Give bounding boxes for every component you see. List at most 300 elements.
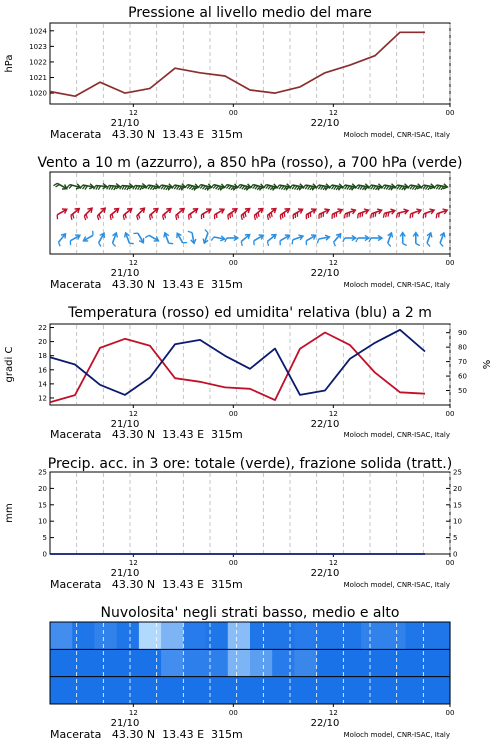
wind-barb-feather bbox=[347, 213, 348, 217]
wind-barb-feather bbox=[230, 214, 231, 218]
wind-barb bbox=[397, 209, 409, 218]
y-tick-label: 20 bbox=[38, 338, 47, 347]
y-tick-label: 16 bbox=[38, 366, 47, 375]
wind-barb bbox=[237, 184, 251, 191]
wind-barb bbox=[371, 209, 382, 218]
cloud-cell bbox=[317, 677, 340, 704]
credit-label: Moloch model, CNR-ISAC, Italy bbox=[343, 131, 450, 139]
wind-barb bbox=[146, 184, 160, 190]
date-label: 22/10 bbox=[310, 568, 340, 579]
wind-barb-feather bbox=[267, 242, 268, 246]
cloud-cell bbox=[428, 677, 451, 704]
date-label: 21/10 bbox=[110, 118, 140, 129]
cloud-cell bbox=[294, 677, 317, 704]
wind-barb bbox=[188, 231, 196, 243]
cloud-cell bbox=[272, 649, 295, 676]
wind-barb-feather bbox=[436, 214, 437, 218]
x-tick-label: 12 bbox=[128, 259, 138, 267]
cloud-cell bbox=[428, 649, 451, 676]
wind-barb bbox=[343, 235, 356, 242]
cloud-cell bbox=[406, 649, 429, 676]
wind-barb bbox=[71, 209, 79, 220]
cloud-title: Nuvolosita' negli strati basso, medio e alto bbox=[100, 605, 400, 621]
wind-barb bbox=[358, 209, 369, 218]
wind-title: Vento a 10 m (azzurro), a 850 hPa (rosso), a 700 hPa (verde) bbox=[37, 155, 463, 171]
y-axis-label: hPa bbox=[4, 54, 15, 73]
wind-barb-feather bbox=[241, 242, 242, 246]
wind-barb-feather bbox=[241, 216, 242, 220]
wind-barb bbox=[59, 234, 66, 247]
wind-barb-feather bbox=[282, 214, 283, 218]
wind-barb-feather bbox=[439, 213, 440, 217]
cloud-cell bbox=[361, 622, 384, 649]
wind-barb-feather bbox=[245, 212, 246, 216]
wind-barb-feather bbox=[358, 214, 359, 218]
wind-barb-feather bbox=[284, 212, 285, 216]
wind-barb-feather bbox=[349, 212, 350, 217]
wind-barb bbox=[57, 209, 67, 219]
wind-barb-feather bbox=[375, 212, 376, 217]
wind-barb bbox=[159, 184, 173, 191]
wind-barb bbox=[225, 235, 238, 242]
wind-barb bbox=[125, 233, 134, 244]
wind-barb-feather bbox=[403, 244, 407, 246]
wind-barb-feather bbox=[169, 243, 174, 244]
cloud-cell bbox=[117, 677, 140, 704]
cloud-cell bbox=[117, 649, 140, 676]
wind-barb-feather bbox=[112, 214, 113, 218]
date-label: 22/10 bbox=[310, 118, 340, 129]
y-tick-label-right: 0 bbox=[453, 550, 458, 559]
cloud-cell bbox=[339, 622, 362, 649]
cloud-cell bbox=[361, 649, 384, 676]
wind-barb-feather bbox=[292, 240, 293, 244]
x-tick-label: 00 bbox=[445, 709, 455, 717]
wind-barb bbox=[123, 209, 131, 220]
cloud-cell bbox=[383, 677, 406, 704]
wind-barb-feather bbox=[269, 214, 270, 218]
wind-barb bbox=[228, 209, 237, 220]
series-line bbox=[50, 330, 425, 395]
pressure-panel bbox=[0, 0, 500, 140]
location-name: Macerata bbox=[50, 428, 102, 441]
wind-barb-feather bbox=[362, 212, 363, 217]
location-info bbox=[50, 728, 243, 741]
wind-barb bbox=[241, 235, 250, 246]
y-tick-label-right: 90 bbox=[458, 329, 467, 338]
wind-barb bbox=[94, 184, 107, 190]
wind-barb bbox=[280, 235, 290, 245]
cloud-cell bbox=[294, 649, 317, 676]
wind-barb bbox=[280, 209, 289, 220]
wind-barb bbox=[120, 184, 133, 191]
wind-barb-feather bbox=[412, 213, 413, 217]
wind-barb bbox=[421, 184, 435, 190]
wind-barb bbox=[267, 235, 276, 246]
location-info bbox=[50, 428, 243, 441]
wind-barb bbox=[355, 184, 369, 191]
wind-barb bbox=[306, 209, 316, 219]
y-axis-label: mm bbox=[4, 503, 15, 523]
y-tick-label: 1022 bbox=[29, 58, 47, 67]
x-tick-label: 00 bbox=[445, 410, 455, 418]
x-tick-label: 00 bbox=[445, 259, 455, 267]
cloud-cell bbox=[206, 622, 229, 649]
y-tick-label-right: 5 bbox=[453, 534, 458, 543]
location-name: Macerata bbox=[50, 128, 102, 141]
wind-barb bbox=[176, 209, 184, 220]
wind-barb bbox=[83, 231, 93, 241]
x-tick-label: 00 bbox=[228, 259, 238, 267]
cloud-cell bbox=[94, 622, 117, 649]
y-tick-label: 10 bbox=[38, 517, 47, 526]
wind-barb bbox=[133, 233, 143, 243]
wind-barb-feather bbox=[151, 214, 152, 218]
location-lat: 43.30 N bbox=[111, 278, 156, 291]
wind-barb-feather bbox=[371, 214, 372, 218]
location-lon: 13.43 E bbox=[162, 428, 205, 441]
wind-barb-feather bbox=[334, 242, 336, 246]
y-tick-label-right: 25 bbox=[453, 468, 462, 477]
temperature-title: Temperatura (rosso) ed umidita' relativa (blu) a 2 m bbox=[68, 305, 432, 321]
wind-barb bbox=[97, 208, 105, 220]
plot-frame bbox=[50, 23, 450, 104]
cloud-cell bbox=[272, 677, 295, 704]
wind-barb bbox=[113, 233, 118, 247]
wind-barb-feather bbox=[73, 214, 74, 218]
x-tick-label: 12 bbox=[128, 559, 138, 567]
cloud-cell bbox=[50, 622, 73, 649]
wind-barb-feather bbox=[397, 213, 398, 217]
wind-barb-feather bbox=[97, 216, 98, 220]
wind-barb-feather bbox=[191, 214, 192, 218]
credit-label: Moloch model, CNR-ISAC, Italy bbox=[343, 581, 450, 589]
wind-barb bbox=[198, 184, 212, 191]
cloud-cell bbox=[406, 622, 429, 649]
wind-barb bbox=[189, 209, 198, 220]
y-tick-label-right: 10 bbox=[453, 517, 462, 526]
x-tick-label: 12 bbox=[328, 709, 338, 717]
x-tick-label: 12 bbox=[128, 109, 138, 117]
credit-label: Moloch model, CNR-ISAC, Italy bbox=[343, 731, 450, 739]
wind-barb-feather bbox=[176, 216, 177, 220]
date-label: 22/10 bbox=[310, 419, 340, 430]
wind-barb-feather bbox=[232, 212, 233, 216]
wind-barb bbox=[201, 209, 211, 219]
x-tick-label: 12 bbox=[328, 259, 338, 267]
cloud-cell bbox=[183, 622, 206, 649]
wind-barb-feather bbox=[410, 214, 411, 218]
plot-frame bbox=[50, 172, 450, 254]
date-label: 22/10 bbox=[310, 268, 340, 279]
wind-barb bbox=[317, 235, 329, 243]
wind-barb bbox=[368, 184, 382, 191]
wind-barb bbox=[177, 233, 187, 243]
wind-barb-feather bbox=[360, 213, 361, 217]
wind-barb bbox=[369, 235, 382, 242]
wind-barb-feather bbox=[256, 214, 257, 218]
cloud-cell bbox=[406, 677, 429, 704]
wind-barb-feather bbox=[129, 243, 133, 244]
wind-barb bbox=[434, 184, 448, 190]
wind-barb-feather bbox=[258, 212, 259, 216]
wind-barb-feather bbox=[150, 216, 151, 220]
y-axis-label: gradi C bbox=[4, 346, 15, 383]
wind-barb-feather bbox=[228, 215, 229, 219]
wind-barb-feather bbox=[145, 235, 149, 237]
wind-barb-feather bbox=[345, 214, 346, 218]
cloud-cell bbox=[272, 622, 295, 649]
wind-barb-feather bbox=[317, 239, 318, 243]
location-elev: 315m bbox=[211, 578, 243, 591]
x-tick-label: 00 bbox=[445, 559, 455, 567]
wind-barb-feather bbox=[423, 214, 424, 218]
wind-barb bbox=[80, 184, 94, 190]
wind-barb bbox=[332, 209, 342, 219]
date-label: 21/10 bbox=[110, 568, 140, 579]
cloud-cell bbox=[72, 649, 95, 676]
cloud-cell bbox=[228, 649, 251, 676]
credit-label: Moloch model, CNR-ISAC, Italy bbox=[343, 281, 450, 289]
x-tick-label: 00 bbox=[228, 559, 238, 567]
cloud-cell bbox=[383, 622, 406, 649]
wind-barb bbox=[211, 236, 225, 241]
wind-barb bbox=[319, 209, 329, 219]
wind-barb-feather bbox=[388, 243, 391, 246]
cloud-cell bbox=[161, 649, 184, 676]
cloud-cell bbox=[317, 649, 340, 676]
wind-barb bbox=[413, 233, 420, 246]
x-tick-label: 12 bbox=[328, 559, 338, 567]
wind-panel bbox=[0, 150, 500, 300]
cloud-cell bbox=[50, 677, 73, 704]
cloud-cell bbox=[139, 622, 162, 649]
wind-barb bbox=[334, 234, 341, 247]
wind-barb bbox=[292, 235, 303, 244]
wind-barb bbox=[356, 235, 369, 242]
wind-barb bbox=[382, 184, 396, 191]
cloud-cell bbox=[361, 677, 384, 704]
wind-barb bbox=[137, 208, 145, 220]
wind-barb bbox=[267, 209, 276, 220]
y-tick-label: 18 bbox=[38, 352, 47, 361]
wind-barb-feather bbox=[373, 213, 374, 217]
wind-barb bbox=[383, 209, 395, 218]
cloud-cell bbox=[117, 622, 140, 649]
x-tick-label: 12 bbox=[328, 109, 338, 117]
wind-barb bbox=[54, 183, 67, 189]
y-tick-label: 1023 bbox=[29, 42, 47, 51]
wind-barb bbox=[342, 184, 356, 191]
wind-barb bbox=[211, 184, 225, 191]
wind-barb bbox=[427, 233, 432, 247]
wind-barb-feather bbox=[189, 215, 190, 219]
wind-barb-feather bbox=[113, 243, 116, 246]
wind-barb-feather bbox=[99, 214, 100, 218]
wind-barb-feather bbox=[123, 216, 124, 220]
date-label: 21/10 bbox=[110, 268, 140, 279]
wind-barb-feather bbox=[178, 214, 179, 218]
y-tick-label: 22 bbox=[38, 324, 47, 333]
wind-barb-feather bbox=[84, 216, 85, 220]
wind-barb-feather bbox=[427, 243, 430, 246]
location-elev: 315m bbox=[211, 278, 243, 291]
wind-barb bbox=[345, 209, 356, 218]
wind-barb-feather bbox=[386, 213, 387, 217]
wind-barb bbox=[410, 209, 421, 218]
x-tick-label: 12 bbox=[128, 410, 138, 418]
temperature-chart bbox=[0, 305, 500, 445]
cloud-cell bbox=[317, 622, 340, 649]
wind-barb-feather bbox=[280, 215, 281, 219]
wind-barb-feather bbox=[254, 216, 255, 220]
location-lat: 43.30 N bbox=[111, 428, 156, 441]
wind-barb bbox=[316, 184, 330, 191]
wind-barb-feather bbox=[188, 231, 192, 232]
cloud-cell bbox=[161, 677, 184, 704]
date-label: 21/10 bbox=[110, 718, 140, 729]
location-lon: 13.43 E bbox=[162, 128, 205, 141]
wind-barb bbox=[293, 209, 303, 219]
wind-barb-feather bbox=[54, 183, 58, 185]
y-tick-label-right: 15 bbox=[453, 501, 462, 510]
wind-barb bbox=[185, 184, 199, 191]
precip-title: Precip. acc. in 3 ore: totale (verde), frazione solida (tratt.) bbox=[47, 456, 453, 472]
wind-barb bbox=[203, 230, 208, 244]
credit-label: Moloch model, CNR-ISAC, Italy bbox=[343, 431, 450, 439]
x-tick-label: 00 bbox=[228, 709, 238, 717]
y-axis-label-right: % bbox=[482, 359, 493, 370]
cloud-cell bbox=[250, 677, 273, 704]
wind-barb bbox=[215, 209, 225, 219]
wind-barb-feather bbox=[205, 230, 208, 233]
wind-barb-feather bbox=[356, 238, 358, 242]
wind-barb bbox=[163, 209, 171, 220]
location-lat: 43.30 N bbox=[111, 128, 156, 141]
y-tick-label: 15 bbox=[38, 501, 47, 510]
wind-barb-feather bbox=[388, 212, 389, 216]
wind-barb bbox=[250, 184, 264, 191]
wind-barb bbox=[254, 235, 263, 245]
y-tick-label: 12 bbox=[38, 394, 47, 403]
cloud-cell bbox=[139, 649, 162, 676]
wind-barb-feather bbox=[59, 242, 61, 246]
cloud-cell bbox=[339, 649, 362, 676]
location-lat: 43.30 N bbox=[111, 578, 156, 591]
cloud-cell bbox=[139, 677, 162, 704]
wind-barb bbox=[133, 184, 146, 191]
wind-barb-feather bbox=[71, 216, 72, 220]
cloud-cell bbox=[183, 649, 206, 676]
wind-barb-feather bbox=[110, 216, 111, 220]
location-info bbox=[50, 578, 243, 591]
wind-barb bbox=[290, 184, 304, 191]
wind-barb bbox=[67, 184, 81, 189]
wind-barb bbox=[84, 208, 92, 220]
location-info bbox=[50, 128, 243, 141]
precip-panel bbox=[0, 450, 500, 595]
y-tick-label: 5 bbox=[42, 534, 47, 543]
y-tick-label-right: 50 bbox=[458, 387, 467, 396]
location-elev: 315m bbox=[211, 128, 243, 141]
cloud-cell bbox=[94, 649, 117, 676]
cloud-cell bbox=[161, 622, 184, 649]
wind-barb bbox=[436, 209, 447, 218]
location-lon: 13.43 E bbox=[162, 728, 205, 741]
wind-barb bbox=[241, 209, 250, 220]
wind-barb-feather bbox=[165, 214, 166, 218]
series-line bbox=[50, 333, 425, 403]
wind-barb bbox=[107, 184, 120, 191]
temperature-panel bbox=[0, 305, 500, 445]
wind-barb-feather bbox=[383, 213, 384, 217]
y-tick-label: 20 bbox=[38, 484, 47, 493]
wind-barb-feather bbox=[426, 213, 427, 217]
location-info bbox=[50, 278, 243, 291]
wind-barb-feather bbox=[440, 243, 443, 246]
wind-barb bbox=[408, 184, 422, 190]
x-tick-label: 12 bbox=[128, 709, 138, 717]
cloud-cell bbox=[250, 649, 273, 676]
wind-barb-feather bbox=[211, 237, 214, 241]
wind-barb-feather bbox=[399, 213, 400, 217]
location-elev: 315m bbox=[211, 728, 243, 741]
y-tick-label-right: 60 bbox=[458, 372, 467, 381]
wind-barb-feather bbox=[138, 214, 139, 218]
wind-barb bbox=[440, 233, 445, 247]
plot-frame bbox=[50, 324, 450, 405]
y-tick-label: 1021 bbox=[29, 74, 47, 83]
y-tick-label: 1024 bbox=[29, 27, 47, 36]
x-tick-label: 12 bbox=[328, 410, 338, 418]
y-tick-label: 25 bbox=[38, 468, 47, 477]
cloud-cell bbox=[94, 677, 117, 704]
pressure-title: Pressione al livello medio del mare bbox=[128, 5, 372, 21]
wind-barb-feather bbox=[271, 212, 272, 216]
cloud-cell bbox=[72, 677, 95, 704]
wind-barb bbox=[254, 209, 262, 220]
wind-barb bbox=[110, 209, 118, 220]
precip-chart bbox=[0, 450, 500, 595]
series-line bbox=[50, 32, 425, 96]
wind-barb bbox=[400, 233, 407, 246]
y-tick-label: 14 bbox=[38, 380, 47, 389]
wind-barb-feather bbox=[56, 185, 60, 187]
wind-barb bbox=[303, 184, 317, 191]
y-tick-label: 0 bbox=[42, 550, 47, 559]
wind-barb-feather bbox=[416, 244, 420, 246]
location-lat: 43.30 N bbox=[111, 728, 156, 741]
wind-barb bbox=[70, 235, 80, 245]
y-tick-label: 1020 bbox=[29, 89, 47, 98]
wind-barb-feather bbox=[86, 214, 87, 218]
wind-barb-feather bbox=[99, 243, 101, 247]
cloud-cell bbox=[50, 649, 73, 676]
location-name: Macerata bbox=[50, 578, 102, 591]
cloud-cell bbox=[183, 677, 206, 704]
wind-barb-feather bbox=[243, 214, 244, 218]
date-label: 21/10 bbox=[110, 419, 140, 430]
wind-barb-feather bbox=[163, 216, 164, 220]
cloud-cell bbox=[206, 677, 229, 704]
location-name: Macerata bbox=[50, 728, 102, 741]
wind-barb bbox=[388, 233, 393, 247]
cloud-cell bbox=[339, 677, 362, 704]
cloud-cell bbox=[250, 622, 273, 649]
cloud-panel bbox=[0, 600, 500, 750]
wind-barb-feather bbox=[125, 214, 126, 218]
wind-barb-feather bbox=[137, 216, 138, 220]
